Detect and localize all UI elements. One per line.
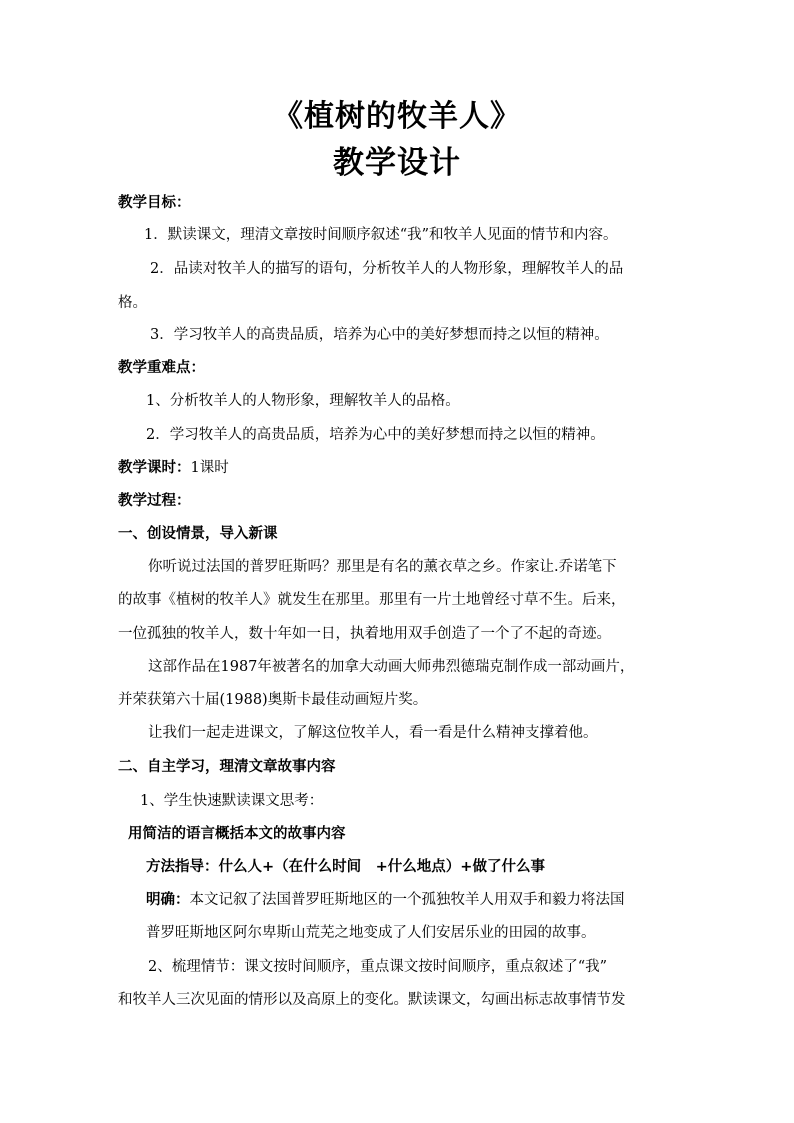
section2-item: 1、学生快速默读课文思考： xyxy=(140,793,324,809)
answer-label: 明确： xyxy=(146,892,190,908)
paragraph-line: 和牧羊人三次见面的情形以及高原上的变化。默读课文，勾画出标志故事情节发 xyxy=(118,992,626,1008)
process-heading: 教学过程： xyxy=(118,493,191,509)
paragraph-line: 这部作品在1987年被著名的加拿大动画大师弗烈德瑞克制作成一部动画片， xyxy=(148,659,635,675)
class-hours-label: 教学课时： xyxy=(118,460,191,476)
objective-item: 1．默读课文，理清文章按时间顺序叙述“我”和牧羊人见面的情节和内容。 xyxy=(144,227,618,243)
section2-question: 用简洁的语言概括本文的故事内容 xyxy=(128,826,346,842)
section2-item: 2、梳理情节：课文按时间顺序，重点课文按时间顺序，重点叙述了“我” xyxy=(148,959,608,975)
key-point-item: 2．学习牧羊人的高贵品质，培养为心中的美好梦想而持之以恒的精神。 xyxy=(146,427,605,443)
document-title: 《植树的牧羊人》 xyxy=(273,99,521,134)
key-points-heading: 教学重难点： xyxy=(118,360,205,376)
paragraph-line: 的故事《植树的牧羊人》就发生在那里。那里有一片土地曾经寸草不生。后来， xyxy=(118,592,626,608)
document-subtitle: 教学设计 xyxy=(333,145,461,181)
answer-line: 普罗旺斯地区阿尔卑斯山荒芜之地变成了人们安居乐业的田园的故事。 xyxy=(146,925,596,941)
paragraph-line: 让我们一起走进课文，了解这位牧羊人，看一看是什么精神支撑着他。 xyxy=(148,725,598,741)
objective-item: 2．品读对牧羊人的描写的语句，分析牧羊人的人物形象，理解牧羊人的品 xyxy=(150,261,624,277)
answer-text: 本文记叙了法国普罗旺斯地区的一个孤独牧羊人用双手和毅力将法国 xyxy=(189,892,625,908)
section2-heading: 二、自主学习，理清文章故事内容 xyxy=(118,759,336,775)
key-point-item: 1、分析牧羊人的人物形象，理解牧羊人的品格。 xyxy=(146,393,460,409)
method-guidance: 方法指导：什么人+（在什么时间 +什么地点）+做了什么事 xyxy=(146,859,545,875)
objective-item-continued: 格。 xyxy=(118,295,147,311)
paragraph-line: 一位孤独的牧羊人，数十年如一日，执着地用双手创造了一个了不起的奇迹。 xyxy=(118,626,611,642)
class-hours xyxy=(118,458,684,478)
objectives-heading: 教学目标： xyxy=(118,195,191,211)
answer-line xyxy=(146,890,686,910)
objective-item: 3．学习牧羊人的高贵品质，培养为心中的美好梦想而持之以恒的精神。 xyxy=(150,327,609,343)
paragraph-line: 你听说过法国的普罗旺斯吗？那里是有名的薰衣草之乡。作家让.乔诺笔下 xyxy=(148,559,617,575)
section1-heading: 一、创设情景，导入新课 xyxy=(118,526,278,542)
class-hours-value: 1课时 xyxy=(190,460,229,476)
paragraph-line: 并荣获第六十届(1988)奥斯卡最佳动画短片奖。 xyxy=(118,692,428,708)
